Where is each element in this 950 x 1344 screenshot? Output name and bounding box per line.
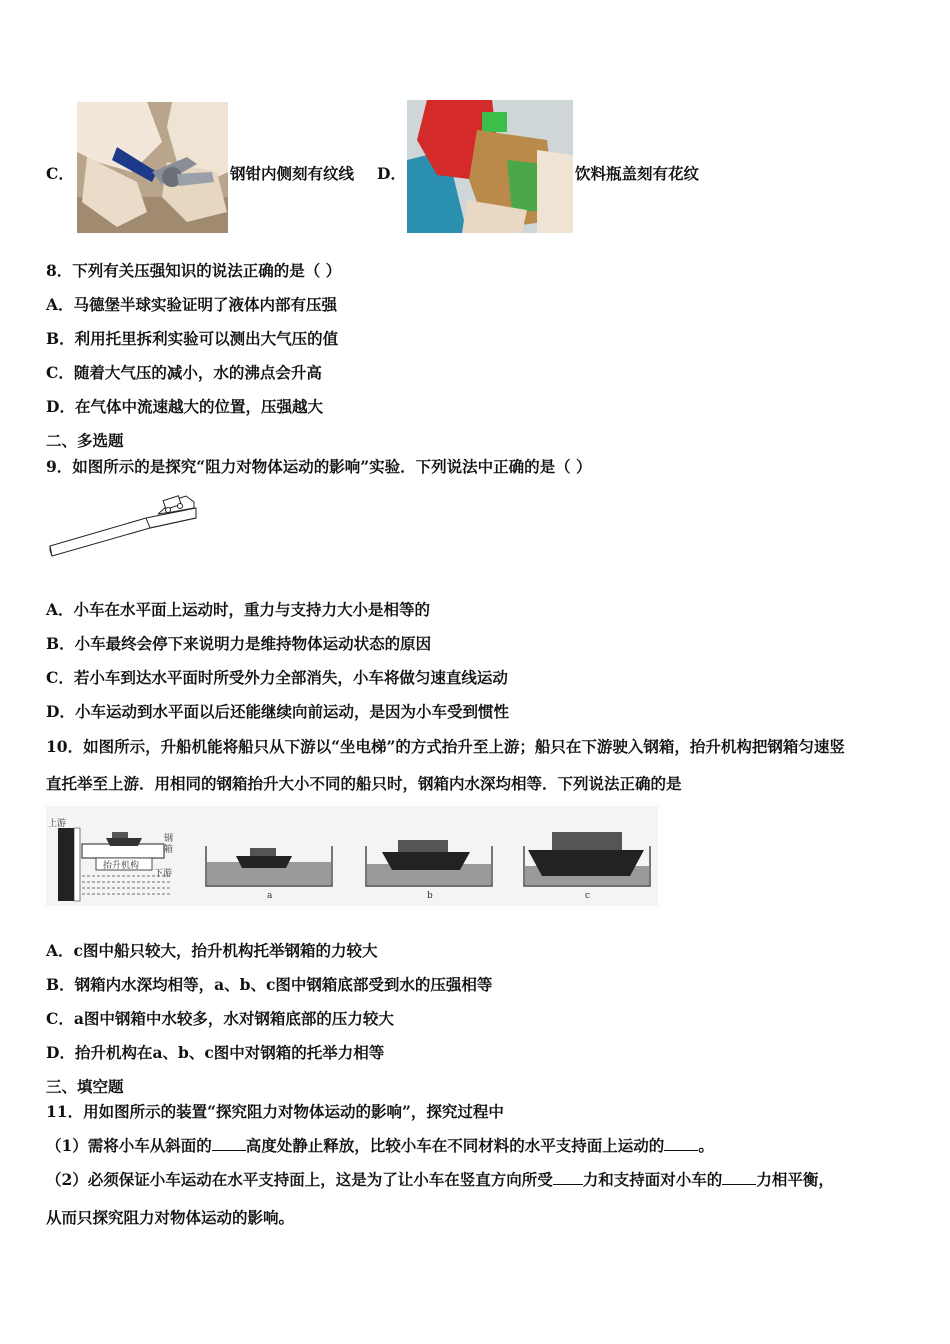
label-lift-mechanism: 抬升机构 (103, 861, 140, 871)
label-upstream: 上游 (48, 819, 67, 829)
bottle-cap-photo (407, 100, 573, 233)
pliers-photo (77, 102, 228, 233)
label-a: a (267, 891, 273, 901)
q11-blank-3[interactable] (553, 1170, 583, 1185)
q7-option-c-caption: 钢钳内侧刻有纹线 (230, 164, 355, 183)
section-multiple-choice-heading: 二、多选题 (46, 431, 124, 450)
label-b: b (427, 891, 433, 901)
q10-option-a: A．c图中船只较大，抬升机构托举钢箱的力较大 (46, 941, 378, 960)
q8-option-d: D．在气体中流速越大的位置，压强越大 (46, 397, 323, 416)
q10-option-b: B．钢箱内水深均相等，a、b、c图中钢箱底部受到水的压强相等 (46, 975, 493, 994)
q11-stem: 11．用如图所示的装置“探究阻力对物体运动的影响”，探究过程中 (46, 1102, 504, 1121)
q9-option-c: C．若小车到达水平面时所受外力全部消失，小车将做匀速直线运动 (46, 668, 508, 687)
label-downstream: 下游 (154, 869, 173, 879)
q10-stem-line2: 直托举至上游．用相同的钢箱抬升大小不同的船只时，钢箱内水深均相等．下列说法正确的是 (46, 774, 682, 793)
q11-blank-1[interactable] (212, 1136, 246, 1151)
q11-part1 (46, 1136, 714, 1156)
q9-option-d: D．小车运动到水平面以后还能继续向前运动，是因为小车受到惯性 (46, 702, 509, 721)
q8-option-c: C．随着大气压的减小，水的沸点会升高 (46, 363, 322, 382)
q11-part2 (46, 1170, 834, 1190)
q10-option-c: C．a图中钢箱中水较多，水对钢箱底部的压力较大 (46, 1009, 394, 1028)
q9-stem: 9．如图所示的是探究“阻力对物体运动的影响”实验．下列说法中正确的是（ ） (46, 457, 592, 476)
section-fill-blank-heading: 三、填空题 (46, 1077, 124, 1096)
q11-blank-4[interactable] (722, 1170, 756, 1185)
q9-option-a: A．小车在水平面上运动时，重力与支持力大小是相等的 (46, 600, 431, 619)
q11-part2-text-c: 力相平衡， (756, 1170, 834, 1189)
q7-option-d-letter: D． (377, 164, 406, 183)
label-c: c (585, 891, 591, 901)
q11-part1-text-a: （1）需将小车从斜面的 (46, 1136, 212, 1155)
q8-stem: 8．下列有关压强知识的说法正确的是（ ） (46, 261, 342, 280)
q11-part1-text-c: 。 (698, 1136, 714, 1155)
q11-part2-text-a: （2）必须保证小车运动在水平支持面上，这是为了让小车在竖直方向所受 (46, 1170, 553, 1189)
q10-stem-line1: 10．如图所示，升船机能将船只从下游以“坐电梯”的方式抬升至上游；船只在下游驶入钢箱，抬升机构把钢箱匀速竖 (46, 737, 845, 756)
q11-part2-line2: 从而只探究阻力对物体运动的影响。 (46, 1208, 295, 1227)
q7-option-c-letter: C． (46, 164, 74, 183)
q8-option-a: A．马德堡半球实验证明了液体内部有压强 (46, 295, 338, 314)
ship-lift-figure (46, 806, 658, 906)
q8-option-b: B．利用托里拆利实验可以测出大气压的值 (46, 329, 339, 348)
q9-option-b: B．小车最终会停下来说明力是维持物体运动状态的原因 (46, 634, 432, 653)
q11-part1-text-b: 高度处静止释放，比较小车在不同材料的水平支持面上运动的 (245, 1136, 665, 1155)
incline-cart-figure (46, 490, 201, 565)
q7-option-d-caption: 饮料瓶盖刻有花纹 (575, 164, 700, 183)
q11-part2-text-b: 力和支持面对小车的 (582, 1170, 723, 1189)
q10-option-d: D．抬升机构在a、b、c图中对钢箱的托举力相等 (46, 1043, 385, 1062)
q11-blank-2[interactable] (664, 1136, 698, 1151)
label-steel-box: 钢箱 (164, 834, 174, 855)
